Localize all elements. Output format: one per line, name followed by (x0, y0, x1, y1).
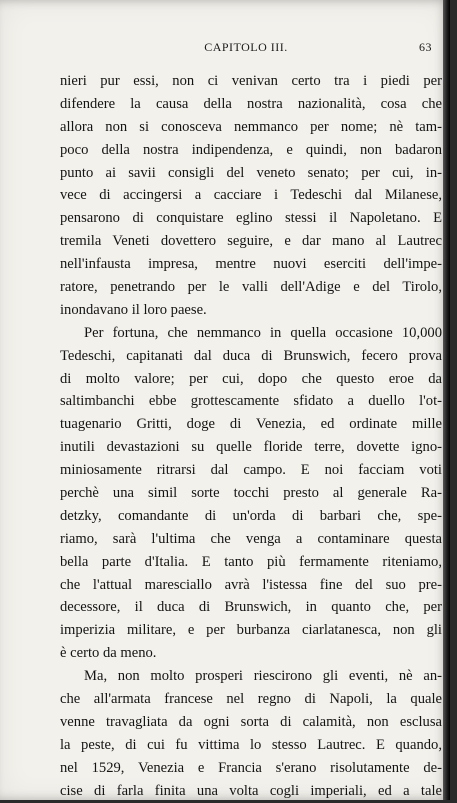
text-line: inondavano il loro paese. (60, 301, 207, 318)
text-line: Ma, non molto prosperi riescirono gli eventi, nè an- (84, 668, 442, 685)
text-line: nel 1529, Venezia e Francia s'erano risolutamente de- (60, 759, 442, 776)
text-line: poco della nostra indipendenza, e quindi, non badaron (60, 141, 442, 158)
text-line: difendere la causa della nostra nazionalità, cosa che (60, 95, 442, 112)
running-header (60, 40, 432, 60)
text-line: che all'armata francese nel regno di Napoli, la quale (60, 691, 442, 708)
text-line: vece di accingersi a cacciare i Tedeschi dal Milanese, (60, 187, 442, 204)
text-line: la peste, di cui fu vittima lo stesso Lautrec. E quando, (60, 736, 442, 753)
text-line: ratore, penetrando per le valli dell'Adige e del Tirolo, (60, 279, 442, 296)
text-line: perchè una simil sorte tocchi presto al generale Ra- (60, 485, 442, 502)
text-line: miniosamente ritrarsi dal campo. E noi facciam voti (60, 462, 442, 479)
text-line: bella parte d'Italia. E tanto più fermamente riteniamo, (60, 553, 442, 570)
text-line: tremila Veneti dovettero seguire, e dar mano al Lautrec (60, 233, 442, 250)
text-line: inutili devastazioni su quelle floride terre, dovette igno- (60, 439, 442, 456)
text-line: è certo da meno. (60, 645, 157, 662)
text-line: decessore, il duca di Brunswich, in quanto che, per (60, 599, 442, 616)
text-line: Tedeschi, capitanati dal duca di Brunswich, fecero prova (60, 347, 442, 364)
text-line: di molto valore; per cui, dopo che questo eroe da (60, 370, 442, 387)
text-line: punto ai savii consigli del veneto senato; per cui, in- (60, 164, 442, 181)
page-edge-shadow (443, 0, 450, 800)
text-line: allora non si conosceva nemmanco per nome; nè tam- (60, 118, 442, 135)
text-line: cise di farla finita una volta cogli imperiali, ed a tale (60, 782, 442, 799)
text-line: riamo, sarà l'ultima che venga a contaminare questa (60, 530, 442, 547)
text-line: che l'attual maresciallo avrà l'istessa fine del suo pre- (60, 576, 442, 593)
chapter-title: CAPITOLO III. (204, 40, 288, 54)
text-line: imperizia militare, e per burbanza ciarlatanesca, non gli (60, 622, 442, 639)
text-line: venne travagliata da ogni sorta di calamità, non esclusa (60, 713, 442, 730)
text-line: saltimbanchi ebbe grottescamente sfidato a duello l'ot- (60, 393, 442, 410)
text-line: nell'infausta impresa, mentre nuovi eserciti dell'impe- (60, 256, 442, 273)
page-number: 63 (419, 40, 432, 54)
text-line: pensarono di conquistare eglino stessi il Napoletano. E (60, 210, 442, 227)
text-line: tuagenario Gritti, doge di Venezia, ed ordinate mille (60, 416, 442, 433)
text-line: detzky, comandante di un'orda di barbari che, spe- (60, 507, 442, 524)
body-text (60, 70, 442, 803)
text-line: Per fortuna, che nemmanco in quella occasione 10,000 (84, 324, 442, 341)
text-line: nieri pur essi, non ci venivan certo tra i piedi per (60, 73, 442, 89)
